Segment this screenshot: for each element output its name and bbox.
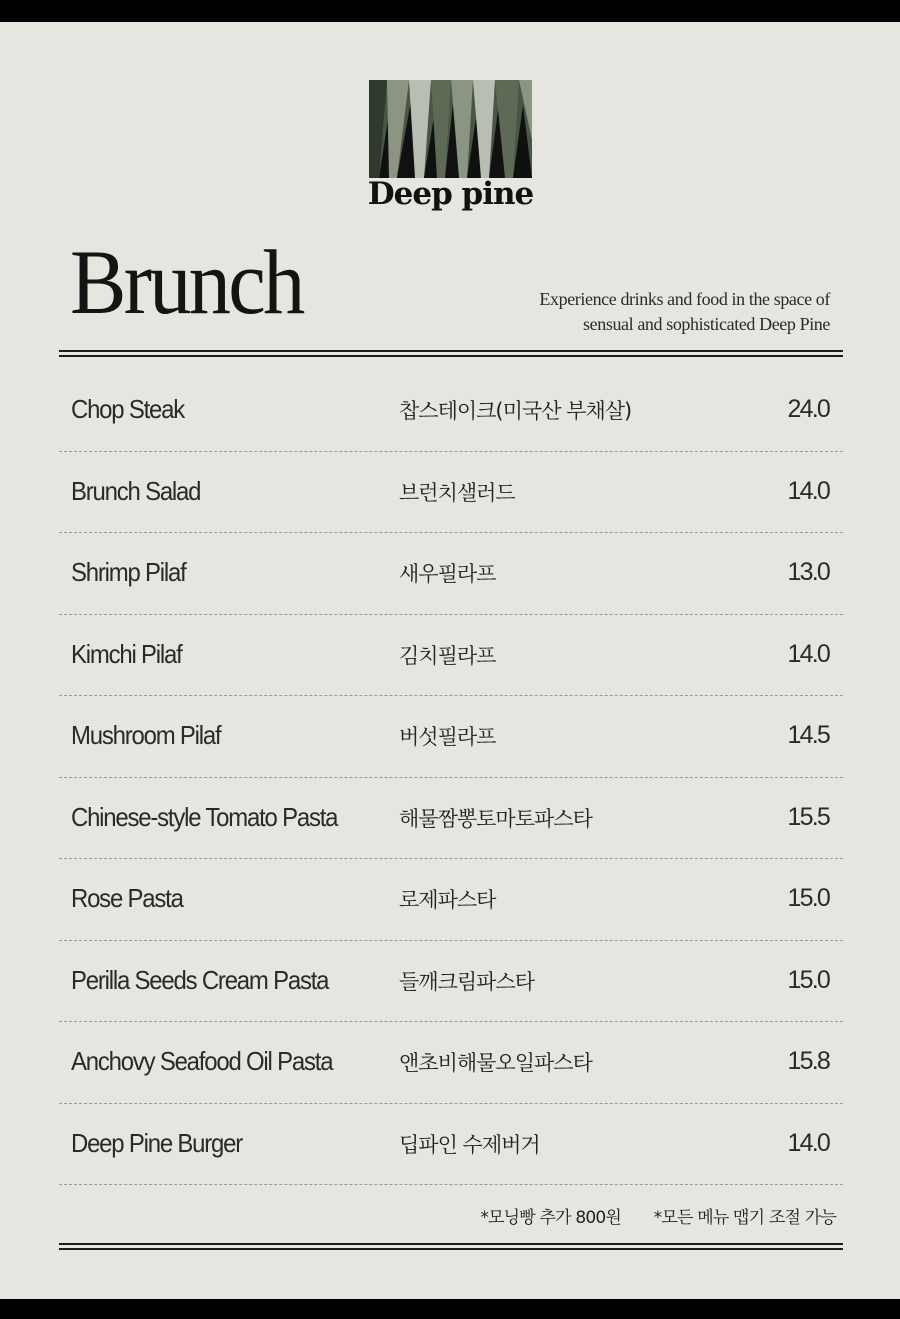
menu-item-name-en: Shrimp Pilaf: [71, 557, 186, 587]
menu-item-name-en: Anchovy Seafood Oil Pasta: [71, 1046, 333, 1076]
footer-divider: [59, 1243, 843, 1250]
menu-item-price: 15.8: [787, 1047, 829, 1075]
menu-item-price: 24.0: [787, 395, 829, 423]
menu-item: [59, 1022, 843, 1104]
menu-item-name-en: Chop Steak: [71, 394, 185, 424]
brand-name: Deep pine: [367, 176, 534, 212]
menu-item: [59, 696, 843, 778]
tagline: [430, 287, 830, 337]
menu-item-name-ko: 브런치샐러드: [399, 480, 515, 505]
footnote-spice: *모든 메뉴 맵기 조절 가능: [653, 1208, 836, 1228]
footnote-bread: *모닝빵 추가 800원: [480, 1208, 622, 1228]
menu-item-name-en: Deep Pine Burger: [71, 1127, 243, 1158]
menu-item-price: 15.5: [787, 802, 829, 831]
menu-item-name-en: Mushroom Pilaf: [71, 720, 221, 750]
menu-item-price: 14.0: [787, 476, 829, 505]
menu-item: [59, 1104, 843, 1186]
footnotes: [440, 1203, 836, 1228]
header-divider: [59, 350, 843, 357]
menu-item: [59, 533, 843, 615]
tagline-line-1: Experience drinks and food in the space of: [539, 289, 830, 309]
menu-item: [59, 859, 843, 941]
menu-item-price: 14.0: [787, 1128, 829, 1157]
page-title: Brunch: [70, 231, 303, 333]
pine-logo-icon: [369, 80, 532, 178]
menu-item-name-en: Kimchi Pilaf: [71, 638, 182, 669]
menu-item: [59, 452, 843, 534]
menu-item-name-ko: 해물짬뽕토마토파스타: [399, 806, 592, 831]
menu-item-price: 15.0: [787, 965, 829, 994]
menu-item: [59, 615, 843, 697]
menu-item-name-en: Perilla Seeds Cream Pasta: [71, 964, 329, 995]
brand-logo: [369, 80, 532, 215]
menu-item-name-en: Brunch Salad: [71, 475, 201, 506]
top-black-bar: [0, 0, 900, 22]
menu-item-name-ko: 딥파인 수제버거: [399, 1132, 540, 1157]
menu-item-name-ko: 앤초비해물오일파스타: [399, 1051, 592, 1075]
menu-item-name-ko: 김치필라프: [399, 643, 496, 668]
menu-item-name-en: Rose Pasta: [71, 883, 183, 913]
menu-item-name-en: Chinese-style Tomato Pasta: [71, 801, 338, 832]
menu-item-price: 13.0: [787, 558, 829, 586]
bottom-black-bar: [0, 1299, 900, 1319]
menu-item: [59, 941, 843, 1023]
menu-item-name-ko: 새우필라프: [399, 562, 496, 586]
menu-item-price: 14.5: [787, 721, 829, 749]
menu-item-name-ko: 로제파스타: [399, 888, 496, 912]
tagline-line-2: sensual and sophisticated Deep Pine: [583, 314, 830, 334]
menu-item-name-ko: 버섯필라프: [399, 725, 496, 749]
menu-item-name-ko: 찹스테이크(미국산 부채살): [399, 399, 632, 423]
menu-item: [59, 778, 843, 860]
menu-list: [59, 370, 843, 1185]
menu-item: [59, 370, 843, 452]
menu-item-price: 14.0: [787, 639, 829, 668]
menu-item-name-ko: 들깨크림파스타: [399, 969, 535, 994]
menu-item-price: 15.0: [787, 884, 829, 912]
